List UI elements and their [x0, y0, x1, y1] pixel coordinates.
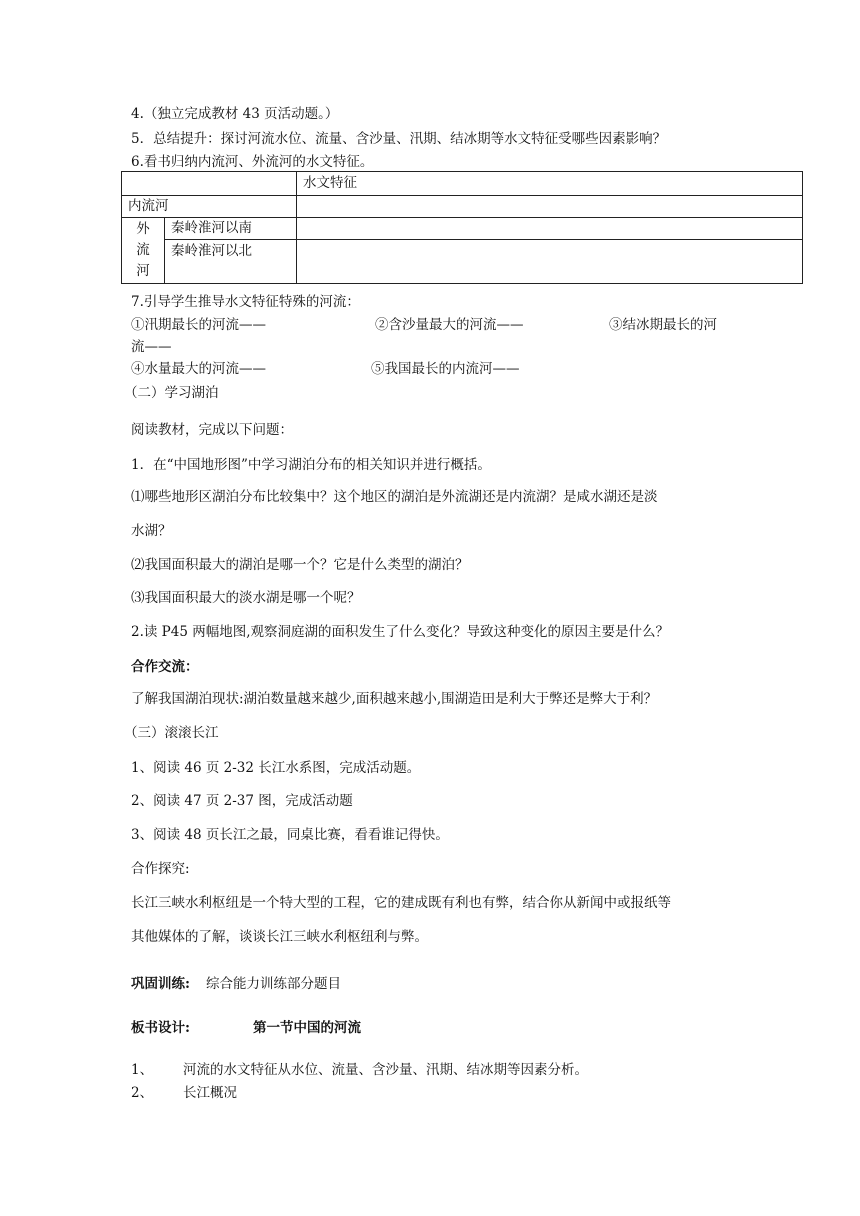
lake-item-1: 1．在“中国地形图”中学习湖泊分布的相关知识并进行概括。 [131, 457, 491, 473]
training-text: 综合能力训练部分题目 [206, 976, 341, 992]
yangtze-item-2: 2、阅读 47 页 2-37 图，完成活动题 [131, 793, 353, 809]
board-item-2-number: 2、 [131, 1085, 154, 1101]
table-cell-empty [297, 196, 803, 218]
question-4: ④水量最大的河流—— [131, 361, 266, 377]
table-corner-cell [122, 172, 297, 196]
lake-sub-3: ⑶我国面积最大的淡水湖是哪一个呢？ [131, 590, 361, 606]
table-row-inner-river: 内流河 [122, 196, 297, 218]
table-cell-empty [297, 218, 803, 240]
table-row-outer-river [122, 218, 165, 284]
question-2: ②含沙量最大的河流—— [375, 317, 524, 333]
cooperation-heading: 合作交流： [131, 659, 199, 675]
item-7: 7.引导学生推导水文特征特殊的河流： [131, 294, 360, 310]
question-3: ③结冰期最长的河 [609, 317, 717, 333]
question-5: ⑤我国最长的内流河—— [371, 361, 520, 377]
yangtze-item-3: 3、阅读 48 页长江之最，同桌比赛，看看谁记得快。 [131, 827, 449, 843]
table-cell-south: 秦岭淮河以南 [165, 218, 297, 240]
question-1: ①汛期最长的河流—— [131, 317, 266, 333]
board-title: 第一节中国的河流 [253, 1020, 361, 1036]
lake-sub-1: ⑴哪些地形区湖泊分布比较集中？这个地区的湖泊是外流湖还是内流湖？是咸水湖还是淡 [131, 489, 658, 505]
read-instruction: 阅读教材，完成以下问题： [131, 422, 293, 438]
outer-char: 河 [136, 263, 150, 279]
board-item-2-text: 长江概况 [183, 1085, 237, 1101]
lake-sub-2: ⑵我国面积最大的湖泊是哪一个？它是什么类型的湖泊？ [131, 557, 469, 573]
question-3-cont: 流—— [131, 339, 172, 355]
training-label: 巩固训练: [131, 976, 190, 992]
lake-status: 了解我国湖泊现状:湖泊数量越来越少,面积越来越小,围湖造田是利大于弊还是弊大于利？ [131, 691, 658, 707]
dam-paragraph-2: 其他媒体的了解，谈谈长江三峡水利枢纽利与弊。 [131, 929, 428, 945]
section-lakes: （二）学习湖泊 [124, 385, 219, 401]
table-header-hydrology: 水文特征 [297, 172, 803, 196]
board-item-1-text: 河流的水文特征从水位、流量、含沙量、汛期、结冰期等因素分析。 [183, 1062, 588, 1078]
yangtze-item-1: 1、阅读 46 页 2-32 长江水系图，完成活动题。 [131, 760, 421, 776]
item-6: 6.看书归纳内流河、外流河的水文特征。 [131, 154, 374, 170]
outer-char: 外 [136, 221, 150, 237]
item-4: 4.（独立完成教材 43 页活动题。） [131, 106, 339, 122]
hydrology-table [121, 171, 803, 284]
lake-sub-1-cont: 水湖？ [131, 523, 172, 539]
table-cell-north: 秦岭淮河以北 [165, 240, 297, 284]
board-label: 板书设计: [131, 1020, 190, 1036]
lake-item-2: 2.读 P45 两幅地图,观察洞庭湖的面积发生了什么变化？导致这种变化的原因主要是什么？ [131, 624, 670, 640]
item-5: 5．总结提升：探讨河流水位、流量、含沙量、汛期、结冰期等水文特征受哪些因素影响？ [131, 131, 667, 147]
section-yangtze: （三）滚滚长江 [124, 725, 219, 741]
outer-char: 流 [136, 242, 150, 258]
dam-paragraph-1: 长江三峡水利枢纽是一个特大型的工程，它的建成既有利也有弊，结合你从新闻中或报纸等 [131, 895, 671, 911]
board-item-1-number: 1、 [131, 1062, 154, 1078]
explore-heading: 合作探究: [131, 861, 190, 877]
table-cell-empty [297, 240, 803, 284]
